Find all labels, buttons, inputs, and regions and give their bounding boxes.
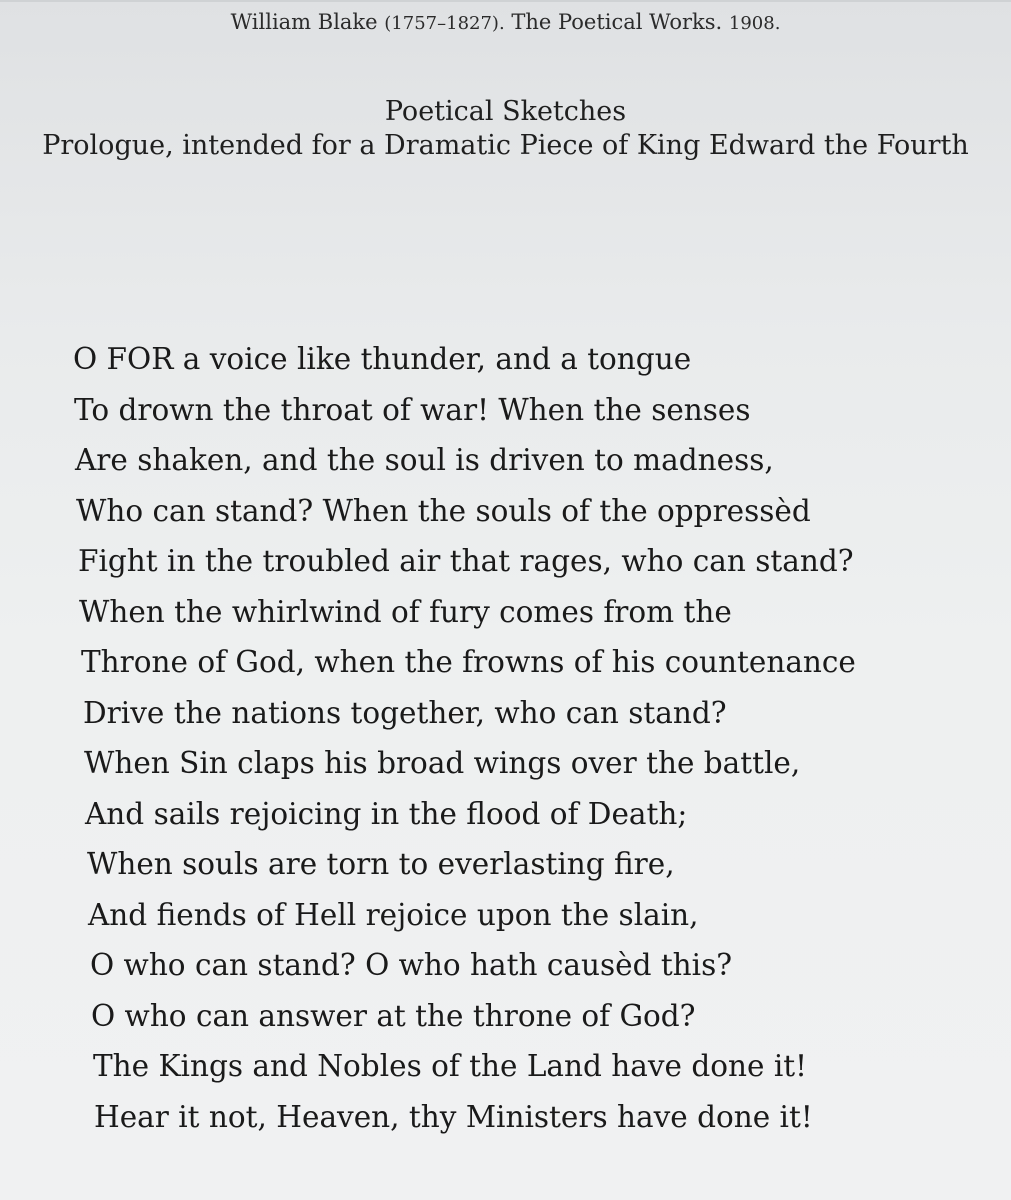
poem-line: To drown the throat of war! When the senses	[74, 392, 751, 427]
author-name: William Blake	[230, 10, 378, 34]
poem-line: Fight in the troubled air that rages, who can stand?	[78, 544, 854, 578]
publication-year: 1908.	[728, 13, 781, 34]
poem-line: O FOR a voice like thunder, and a tongue	[73, 342, 692, 376]
poem-title: Prologue, intended for a Dramatic Piece of King Edward the Fourth	[42, 130, 969, 161]
title-block	[0, 95, 1011, 163]
poem-line: Hear it not, Heaven, thy Ministers have done it!	[94, 1099, 813, 1134]
poem-line: Drive the nations together, who can stand?	[83, 695, 727, 730]
poem-line: Who can stand? When the souls of the oppressèd	[76, 493, 811, 528]
poem-line: When souls are torn to everlasting fire,	[87, 847, 675, 881]
poem-line: Are shaken, and the soul is driven to madness,	[75, 443, 774, 477]
citation-header	[0, 10, 1011, 34]
top-edge-rule	[0, 0, 1011, 2]
poem-line: And fiends of Hell rejoice upon the slain,	[88, 897, 699, 932]
poem-line: When the whirlwind of fury comes from the	[79, 594, 732, 629]
poem-line: And sails rejoicing in the flood of Death;	[85, 796, 688, 831]
poem-body	[73, 334, 993, 1142]
work-title: The Poetical Works.	[511, 10, 723, 34]
poem-line: O who can stand? O who hath causèd this?	[90, 948, 733, 982]
collection-title: Poetical Sketches	[384, 96, 627, 127]
author-dates: (1757–1827).	[384, 13, 505, 34]
poem-line: Throne of God, when the frowns of his countenance	[81, 645, 856, 679]
poem-line: When Sin claps his broad wings over the battle,	[84, 746, 801, 780]
poem-line: The Kings and Nobles of the Land have done it!	[93, 1049, 807, 1083]
poem-line: O who can answer at the throne of God?	[91, 998, 696, 1033]
